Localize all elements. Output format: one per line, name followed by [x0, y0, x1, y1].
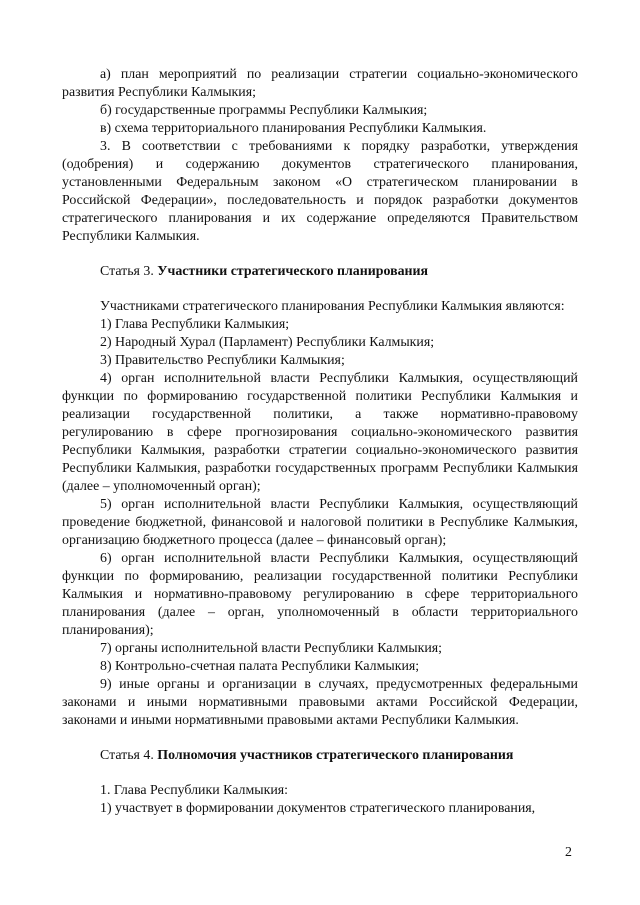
article-4-heading	[62, 747, 578, 765]
paragraph: 3. В соответствии с требованиями к порядку разработки, утверждения (одобрения) и содержанию документов стратегического планирования, установленными Федеральным законом «О стратегическом планировании в Российской Федерации», последовательность и порядок разработки документов стратегического планирования и их содержание определяются Правительством Республики Калмыкия.	[62, 139, 578, 244]
list-item: 6) орган исполнительной власти Республики Калмыкия, осуществляющий функции по формированию, реализации государственной политики Республики Калмыкия и нормативно-правовому регулированию в сфере территориального планирования (далее – орган, уполномоченный в области территориального планирования);	[62, 551, 578, 638]
article-3-heading	[62, 263, 578, 281]
article-4-prefix: Статья 4.	[100, 748, 158, 763]
list-item: 1) Глава Республики Калмыкия;	[100, 317, 290, 332]
list-item: 4) орган исполнительной власти Республики Калмыкия, осуществляющий функции по формированию государственной политики Республики Калмыкия и реализации государственной политики, а также нормативно-правовому регулированию в сфере прогнозирования социально-экономического развития Республики Калмыкия, разработки стратегии социально-экономического развития Республики Калмыкия, разработки государственных программ Республики Калмыкия (далее – уполномоченный орган);	[62, 371, 578, 494]
list-item: 9) иные органы и организации в случаях, предусмотренных федеральными законами и иными нормативными правовыми актами Российской Федерации, законами и иными нормативными правовыми актами Республики Калмыкия.	[62, 677, 578, 728]
article-3-title: Участники стратегического планирования	[157, 264, 429, 279]
list-item: 5) орган исполнительной власти Республики Калмыкия, осуществляющий проведение бюджетной, финансовой и налоговой политики в Республике Калмыкия, организацию бюджетного процесса (далее – финансовый орган);	[62, 497, 578, 548]
paragraph: в) схема территориального планирования Республики Калмыкия.	[100, 121, 487, 136]
list-item: 2) Народный Хурал (Парламент) Республики Калмыкия;	[100, 335, 435, 350]
list-item: 3) Правительство Республики Калмыкия;	[100, 353, 345, 368]
article-4-title: Полномочия участников стратегического планирования	[157, 748, 514, 763]
list-item: 8) Контрольно-счетная палата Республики Калмыкия;	[100, 659, 420, 674]
paragraph: б) государственные программы Республики Калмыкия;	[100, 103, 428, 118]
list-item: 1) участвует в формировании документов стратегического планирования,	[100, 801, 536, 816]
document-body	[62, 66, 578, 818]
article-3-prefix: Статья 3.	[100, 264, 158, 279]
list-item: 7) органы исполнительной власти Республики Калмыкия;	[100, 641, 443, 656]
paragraph: Участниками стратегического планирования Республики Калмыкия являются:	[100, 299, 565, 314]
paragraph: 1. Глава Республики Калмыкия:	[100, 783, 288, 798]
paragraph: а) план мероприятий по реализации стратегии социально-экономического развития Республики Калмыкия;	[62, 67, 578, 100]
page-number: 2	[565, 845, 572, 860]
